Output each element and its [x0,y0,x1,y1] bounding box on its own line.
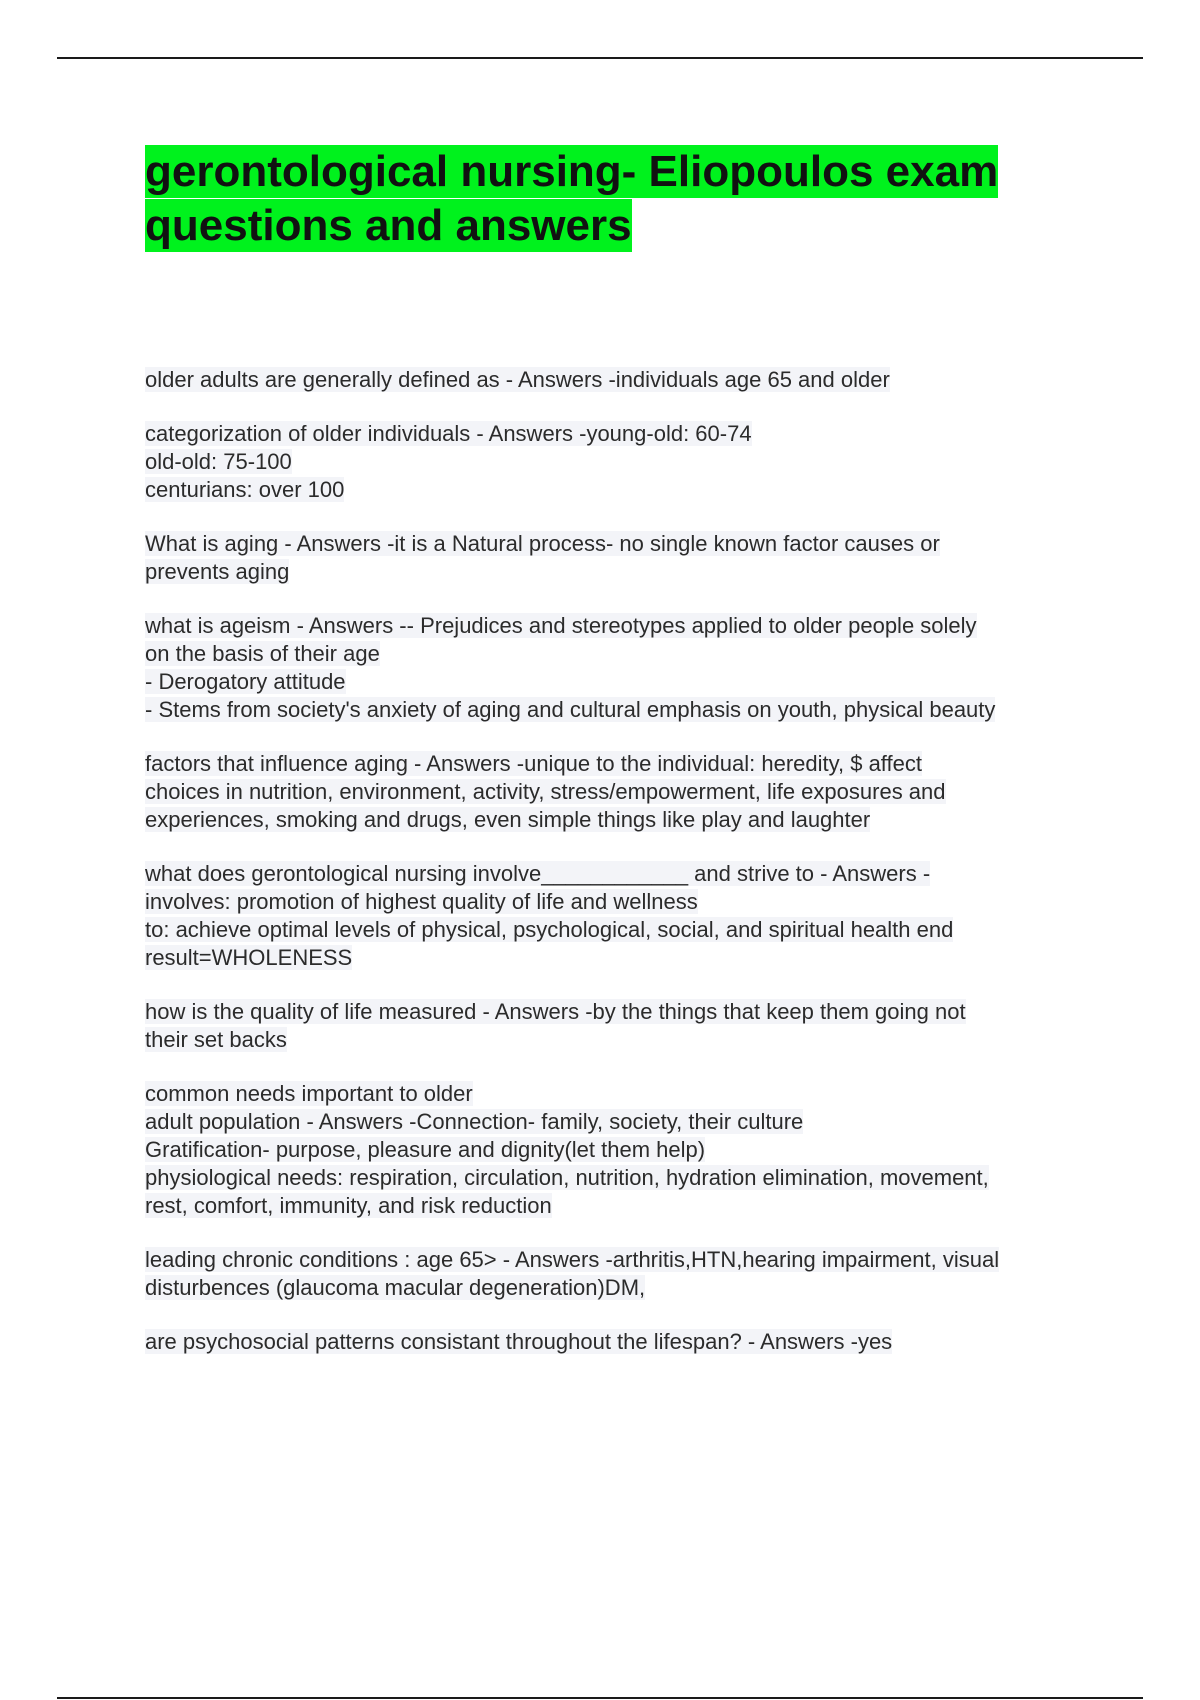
qa-line [145,1080,1095,1108]
qa-line [145,1136,1095,1164]
qa-line [145,668,1095,696]
qa-line-text: Gratification- purpose, pleasure and dignity(let them help) [145,1137,706,1162]
qa-line [145,1328,1095,1356]
qa-line [145,1108,1095,1136]
qa-line [145,944,1095,972]
qa-line [145,916,1095,944]
qa-line-text: on the basis of their age [145,641,380,666]
qa-line [145,888,1095,916]
title-line: questions and answers [145,201,632,250]
qa-line-text: - Derogatory attitude [145,669,346,694]
qa-line [145,1192,1095,1220]
qa-item [145,750,1095,834]
qa-line-text: how is the quality of life measured - Answers -by the things that keep them going not [145,999,966,1024]
qa-line-text: factors that influence aging - Answers -unique to the individual: heredity, $ affect [145,751,922,776]
qa-item [145,1328,1095,1356]
qa-line [145,778,1095,806]
qa-item [145,530,1095,586]
qa-line [145,530,1095,558]
qa-item [145,1080,1095,1220]
qa-line-text: choices in nutrition, environment, activity, stress/empowerment, life exposures and [145,779,946,804]
qa-line-text: leading chronic conditions : age 65> - Answers -arthritis,HTN,hearing impairment, visual [145,1247,1000,1272]
qa-line [145,476,1095,504]
qa-line [145,750,1095,778]
qa-line [145,1026,1095,1054]
qa-line [145,998,1095,1026]
qa-line [145,612,1095,640]
qa-line-text: are psychosocial patterns consistant throughout the lifespan? - Answers -yes [145,1329,893,1354]
qa-line-text: their set backs [145,1027,287,1052]
qa-line [145,558,1095,586]
qa-line-text: adult population - Answers -Connection- family, society, their culture [145,1109,804,1134]
header-rule [57,57,1143,59]
qa-list [145,366,1095,1382]
qa-line-text: physiological needs: respiration, circulation, nutrition, hydration elimination, movement, [145,1165,989,1190]
qa-line [145,1164,1095,1192]
qa-line-text: prevents aging [145,559,290,584]
qa-item [145,998,1095,1054]
qa-line-text: centurians: over 100 [145,477,345,502]
qa-item [145,420,1095,504]
qa-line-text: what is ageism - Answers -- Prejudices and stereotypes applied to older people solely [145,613,977,638]
qa-item [145,1246,1095,1302]
qa-line-text: experiences, smoking and drugs, even simple things like play and laughter [145,807,871,832]
qa-line-text: categorization of older individuals - Answers -young-old: 60-74 [145,421,752,446]
qa-line [145,696,1095,724]
qa-item [145,366,1095,394]
qa-line-text: to: achieve optimal levels of physical, psychological, social, and spiritual health end [145,917,954,942]
qa-line [145,860,1095,888]
qa-line-text: old-old: 75-100 [145,449,292,474]
document-title [145,145,1085,253]
qa-line [145,806,1095,834]
qa-line [145,420,1095,448]
qa-line [145,640,1095,668]
footer-rule [57,1697,1143,1699]
qa-line [145,366,1095,394]
qa-line-text: disturbences (glaucoma macular degeneration)DM, [145,1275,646,1300]
qa-line [145,1274,1095,1302]
qa-item [145,860,1095,972]
qa-line-text: involves: promotion of highest quality of life and wellness [145,889,698,914]
qa-line [145,448,1095,476]
qa-line-text: common needs important to older [145,1081,473,1106]
qa-line [145,1246,1095,1274]
qa-item [145,612,1095,724]
qa-line-text: what does gerontological nursing involve____________ and strive to - Answers - [145,861,931,886]
qa-line-text: result=WHOLENESS [145,945,353,970]
qa-line-text: older adults are generally defined as - Answers -individuals age 65 and older [145,367,890,392]
qa-line-text: rest, comfort, immunity, and risk reduction [145,1193,552,1218]
title-line: gerontological nursing- Eliopoulos exam [145,147,999,196]
qa-line-text: What is aging - Answers -it is a Natural process- no single known factor causes or [145,531,940,556]
qa-line-text: - Stems from society's anxiety of aging and cultural emphasis on youth, physical beauty [145,697,996,722]
